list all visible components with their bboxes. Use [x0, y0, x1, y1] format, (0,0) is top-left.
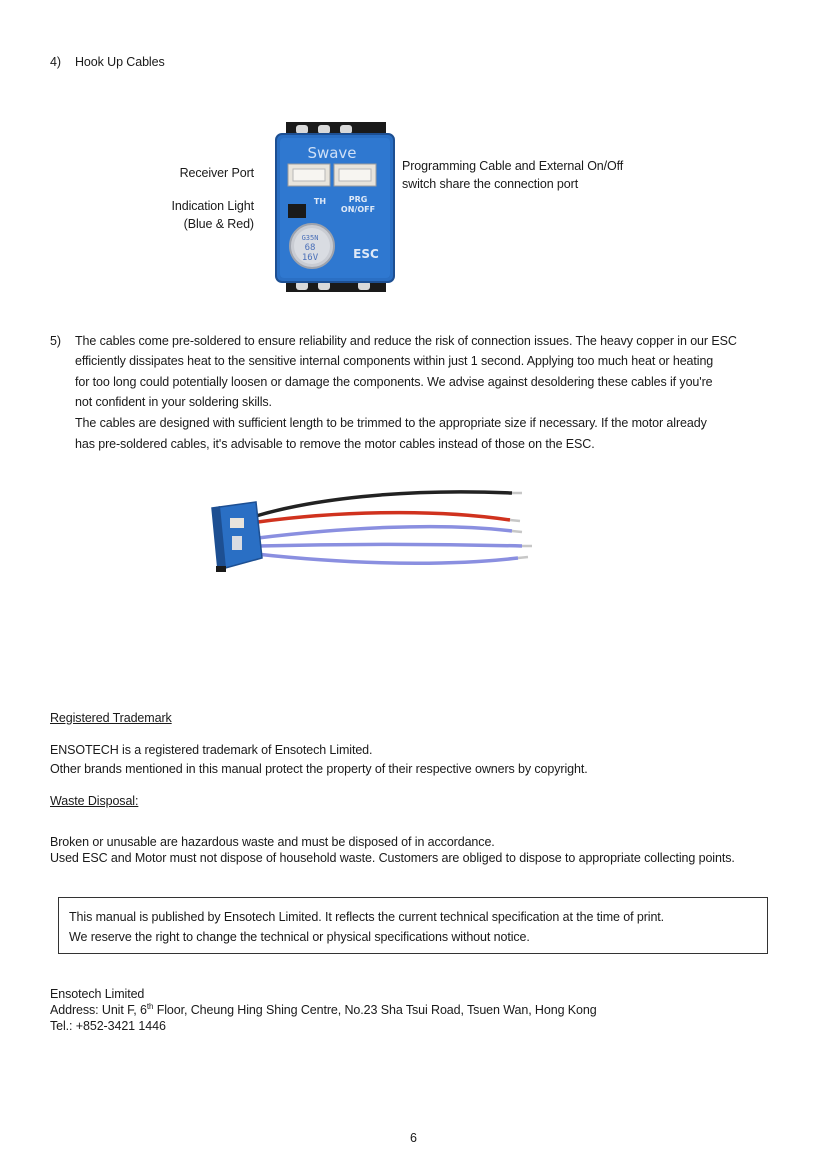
- company-address-prefix: Address: Unit F, 6: [50, 1003, 147, 1017]
- esc-brand-text: Swave: [307, 144, 357, 162]
- label-programming-cable: Programming Cable and External On/Off: [402, 159, 624, 173]
- notice-line-2: We reserve the right to change the technical or physical specifications without notice.: [69, 930, 530, 944]
- page-number: 6: [410, 1131, 417, 1145]
- esc-with-cables-image: [200, 480, 540, 590]
- notice-line-1: This manual is published by Ensotech Limited. It reflects the current technical specification at the time of print.: [69, 910, 665, 924]
- section-5-line-5: The cables are designed with sufficient length to be trimmed to the appropriate size if necessary. If the motor already: [75, 416, 707, 430]
- esc-port-onoff-text: ON/OFF: [340, 205, 376, 214]
- section-4-number: 4): [50, 55, 61, 69]
- section-5-line-1: The cables come pre-soldered to ensure reliability and reduce the risk of connection issues. The heavy copper in our ESC: [75, 334, 737, 348]
- section-5-number: 5): [50, 334, 61, 348]
- section-5-line-2: efficiently dissipates heat to the sensitive internal components within just 1 second. Applying too much heat or heating: [75, 354, 714, 368]
- section-4-title: Hook Up Cables: [75, 55, 165, 69]
- section-5-line-4: not confident in your soldering skills.: [75, 395, 272, 409]
- waste-heading: Waste Disposal:: [50, 794, 139, 808]
- capacitor-code-text: G35N: [301, 234, 319, 242]
- trademark-heading: Registered Trademark: [50, 711, 172, 725]
- waste-line-2: Used ESC and Motor must not dispose of household waste. Customers are obliged to dispose to appropriate collecting points.: [50, 851, 735, 865]
- company-tel: Tel.: +852-3421 1446: [50, 1019, 166, 1033]
- label-receiver-port: Receiver Port: [179, 166, 254, 180]
- label-indication-light-colors: (Blue & Red): [183, 217, 254, 231]
- esc-label-text: ESC: [353, 247, 379, 261]
- company-address-superscript: th: [146, 1001, 154, 1011]
- capacitor-value-text: 68: [304, 243, 316, 253]
- trademark-line-2: Other brands mentioned in this manual protect the property of their respective owners by copyright.: [50, 762, 588, 776]
- company-name: Ensotech Limited: [50, 987, 145, 1001]
- label-indication-light: Indication Light: [171, 199, 254, 213]
- esc-port-prg-text: PRG: [348, 195, 368, 204]
- capacitor-voltage-text: 16V: [301, 253, 319, 263]
- esc-top-view-image: [274, 122, 398, 294]
- section-5-line-3: for too long could potentially loosen or damage the components. We advise against desoldering these cables if you're: [75, 375, 713, 389]
- esc-port-th-text: TH: [313, 197, 327, 206]
- company-address-rest: Floor, Cheung Hing Shing Centre, No.23 Sha Tsui Road, Tsuen Wan, Hong Kong: [153, 1003, 597, 1017]
- label-programming-cable-2: switch share the connection port: [402, 177, 579, 191]
- section-5-line-6: has pre-soldered cables, it's advisable to remove the motor cables instead of those on the ESC.: [75, 437, 595, 451]
- trademark-line-1: ENSOTECH is a registered trademark of Ensotech Limited.: [50, 743, 373, 757]
- waste-line-1: Broken or unusable are hazardous waste and must be disposed of in accordance.: [50, 835, 495, 849]
